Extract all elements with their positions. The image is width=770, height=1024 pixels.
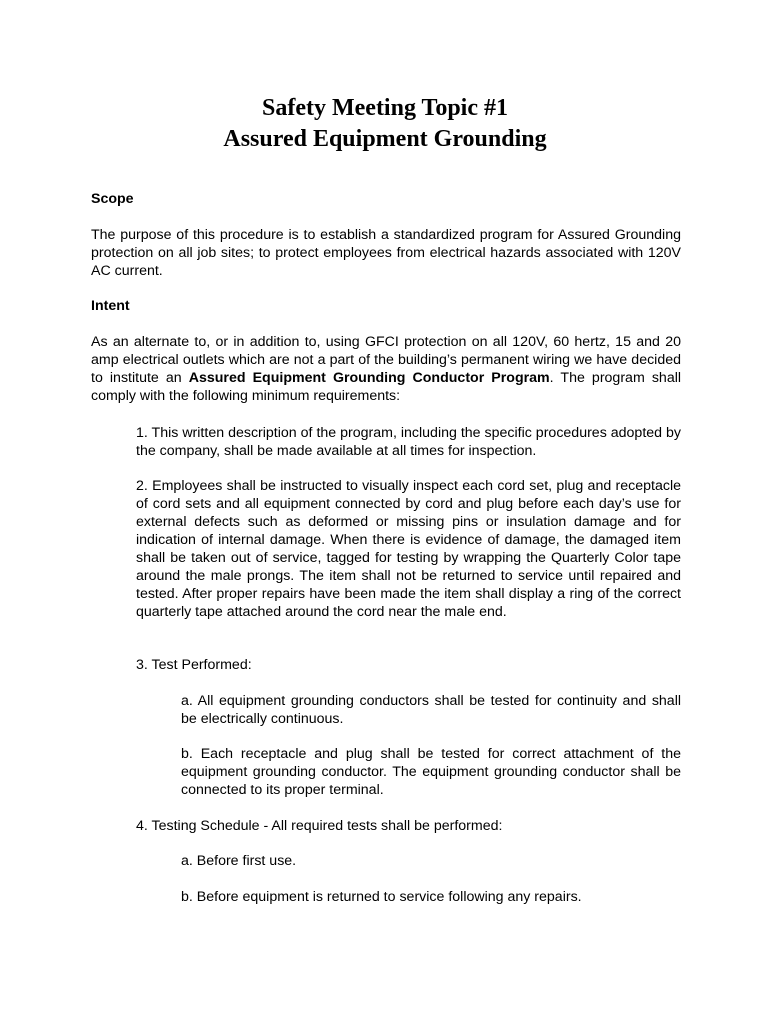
intent-text-before: As an alternate to, or in addition to, using GFCI protection on all 120V, 60 hertz, 15 and 20 amp electrical outlets which are not a part of the building’s permanent wiring we have decided to institute an	[91, 334, 681, 386]
intent-text-after: . The program shall comply with the following minimum requirements:	[91, 370, 682, 404]
title-line-2: Assured Equipment Grounding	[223, 126, 547, 152]
requirement-1: 1. This written description of the program, including the specific procedures adopted by the company, shall be made available at all times for inspection.	[136, 425, 681, 459]
requirement-3b: b. Each receptacle and plug shall be tested for correct attachment of the equipment grounding conductor. The equipment grounding conductor shall be connected to its proper terminal.	[181, 746, 681, 798]
title-line-1: Safety Meeting Topic #1	[262, 95, 508, 121]
requirement-4a: a. Before first use.	[181, 853, 297, 869]
intent-paragraph	[91, 333, 681, 405]
requirement-3a: a. All equipment grounding conductors shall be tested for continuity and shall be electrically continuous.	[181, 693, 681, 727]
requirement-4b: b. Before equipment is returned to service following any repairs.	[181, 889, 582, 905]
scope-heading: Scope	[91, 191, 134, 207]
requirement-2: 2. Employees shall be instructed to visually inspect each cord set, plug and receptacle of cord sets and all equipment connected by cord and plug before each day’s use for external defects such as deformed or missing pins or insulation damage and for indication of internal damage. When there is evidence of damage, the damaged item shall be taken out of service, tagged for testing by wrapping the Quarterly Color tape around the male prongs. The item shall not be returned to service until repaired and tested. After proper repairs have been made the item shall display a ring of the correct quarterly tape attached around the cord near the male end.	[136, 478, 681, 620]
intent-program-name: Assured Equipment Grounding Conductor Program	[188, 370, 550, 386]
requirement-3: 3. Test Performed:	[136, 657, 252, 673]
intent-heading: Intent	[91, 298, 130, 314]
requirement-4: 4. Testing Schedule - All required tests shall be performed:	[136, 818, 503, 834]
scope-paragraph: The purpose of this procedure is to establish a standardized program for Assured Grounding protection on all job sites; to protect employees from electrical hazards associated with 120V AC current.	[91, 227, 681, 279]
